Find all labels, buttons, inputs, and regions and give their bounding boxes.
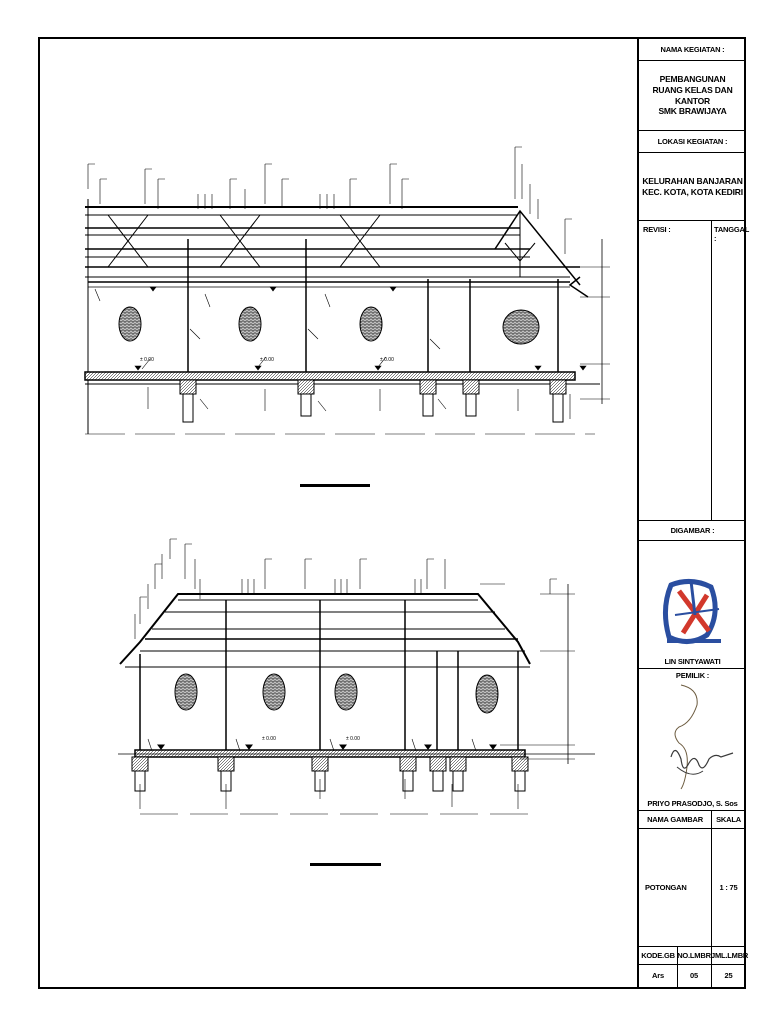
revision-divider (711, 221, 712, 521)
activity-name-line: RUANG KELAS DAN KANTOR (652, 84, 733, 106)
level-mark: ± 0.00 (262, 736, 276, 742)
drawn-label: DIGAMBAR : (639, 521, 746, 541)
drawing-name-row (639, 829, 746, 947)
level-mark: ± 0.00 (260, 357, 274, 363)
revision-label: REVISI : (643, 225, 671, 234)
drawing-area (40, 39, 637, 987)
drawn-area (639, 541, 746, 669)
drawn-name: LIN SINTYAWATI (664, 656, 721, 666)
scale-label: SKALA (716, 814, 741, 824)
location-line: KELURAHAN BANJARAN (642, 175, 743, 186)
date-label: TANGGAL : (714, 225, 749, 244)
revision-area (639, 221, 749, 521)
section-2 (118, 539, 595, 814)
drawing-name: POTONGAN (645, 882, 687, 892)
code-divider-2 (711, 947, 712, 987)
section-2-title-bar (310, 863, 381, 866)
owner-signature-icon (641, 683, 741, 793)
owner-area (639, 683, 746, 811)
sheet-no-label: NO.LMBR (677, 950, 711, 960)
scale-divider (711, 811, 712, 947)
drawing-name-label: NAMA GAMBAR (647, 814, 703, 824)
section-drawings (40, 39, 637, 987)
code-value: Ars (652, 971, 664, 981)
activity-label: NAMA KEGIATAN : (639, 39, 746, 61)
code-header (639, 947, 749, 965)
level-mark: ± 0.00 (346, 736, 360, 742)
activity-name-line: PEMBANGUNAN (659, 74, 726, 85)
location-line: KEC. KOTA, KOTA KEDIRI (642, 186, 743, 197)
section-1-title-bar (300, 484, 370, 487)
code-divider-1 (677, 947, 678, 987)
activity-name (639, 61, 746, 131)
location-label: LOKASI KEGIATAN : (639, 131, 746, 153)
sheet-total-label: JML.LMBR (711, 950, 749, 960)
location (639, 153, 746, 221)
scale-value: 1 : 75 (719, 882, 738, 892)
drawing-name-header (639, 811, 746, 829)
code-row (639, 965, 746, 987)
code-label: KODE.GB (641, 950, 675, 960)
level-mark: ± 0.00 (380, 357, 394, 363)
owner-name: PRIYO PRASODJO, S. Sos (647, 798, 738, 808)
sheet-total-value: 25 (724, 971, 733, 981)
company-logo-icon (657, 575, 729, 651)
activity-name-line: SMK BRAWIJAYA (658, 106, 727, 117)
section-1 (85, 147, 610, 434)
level-mark: ± 0.00 (140, 357, 154, 363)
owner-label: PEMILIK : (675, 671, 710, 681)
title-block (637, 39, 749, 987)
sheet-no-value: 05 (690, 971, 698, 981)
